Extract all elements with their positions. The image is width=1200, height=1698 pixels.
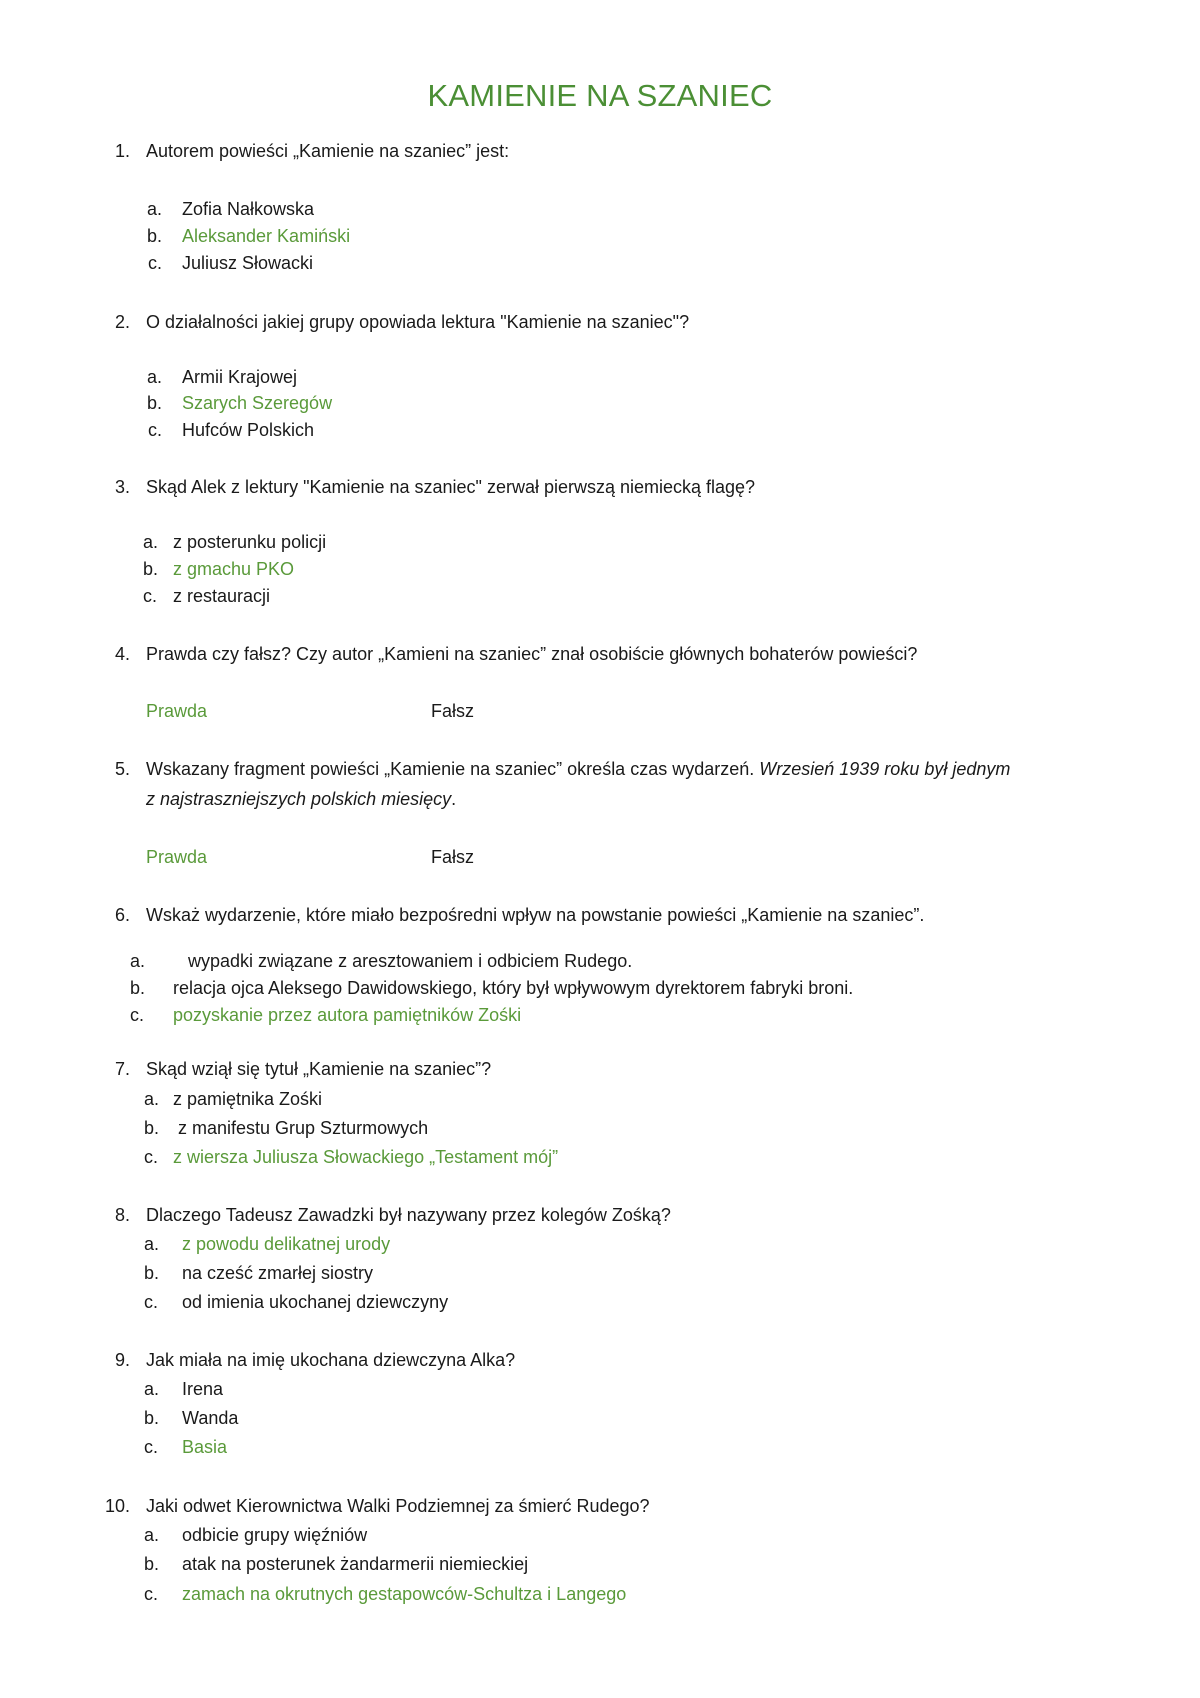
- option-text: Irena: [182, 1379, 224, 1399]
- true-option: Prawda: [146, 847, 208, 867]
- quote-line-1: Wrzesień 1939 roku był jednym: [759, 759, 1011, 779]
- option-letter: a.: [144, 1379, 160, 1399]
- option-letter: b.: [144, 1408, 160, 1428]
- option-letter: b.: [146, 393, 162, 413]
- option-text: Juliusz Słowacki: [182, 253, 314, 273]
- option-letter: c.: [144, 1292, 159, 1312]
- question-text: [146, 757, 1010, 781]
- question-number: 6.: [114, 905, 130, 925]
- true-option: Prawda: [146, 701, 208, 721]
- option-letter: b.: [146, 226, 162, 246]
- false-option: Fałsz: [431, 701, 475, 721]
- option-text-correct: z powodu delikatnej urody: [182, 1234, 391, 1254]
- question-number: 7.: [114, 1059, 130, 1079]
- option-text: Hufców Polskich: [182, 420, 315, 440]
- question-text-continued: [146, 787, 456, 811]
- option-letter: a.: [144, 1234, 160, 1254]
- option-text: odbicie grupy więźniów: [182, 1525, 368, 1545]
- option-letter: c.: [147, 253, 162, 273]
- question-number: 2.: [114, 312, 130, 332]
- question-number: 5.: [114, 759, 130, 779]
- question-text: Wskaż wydarzenie, które miało bezpośredni wpływ na powstanie powieści „Kamienie na szaniec”.: [146, 905, 925, 925]
- option-text-correct: Basia: [182, 1437, 228, 1457]
- option-text: z manifestu Grup Szturmowych: [178, 1118, 429, 1138]
- question-text: Prawda czy fałsz? Czy autor „Kamieni na szaniec” znał osobiście głównych bohaterów powieści?: [146, 644, 918, 664]
- question-text: O działalności jakiej grupy opowiada lektura "Kamienie na szaniec"?: [146, 312, 690, 332]
- option-text: relacja ojca Aleksego Dawidowskiego, który był wpływowym dyrektorem fabryki broni.: [173, 978, 854, 998]
- option-letter: b.: [130, 978, 146, 998]
- option-letter: b.: [144, 1554, 160, 1574]
- option-text: wypadki związane z aresztowaniem i odbiciem Rudego.: [188, 951, 633, 971]
- question-text: Jak miała na imię ukochana dziewczyna Alka?: [146, 1350, 516, 1370]
- question-number: 1.: [114, 141, 130, 161]
- question-text: Jaki odwet Kierownictwa Walki Podziemnej za śmierć Rudego?: [146, 1496, 650, 1516]
- option-text: Zofia Nałkowska: [182, 199, 315, 219]
- quote-end: .: [451, 789, 457, 809]
- option-text: od imienia ukochanej dziewczyny: [182, 1292, 449, 1312]
- quote-line-2: z najstraszniejszych polskich miesięcy: [146, 789, 452, 809]
- option-text: atak na posterunek żandarmerii niemieckiej: [182, 1554, 529, 1574]
- question-number: 3.: [114, 477, 130, 497]
- option-text-correct: Szarych Szeregów: [182, 393, 333, 413]
- question-number: 10.: [104, 1496, 130, 1516]
- question-number: 8.: [114, 1205, 130, 1225]
- false-option: Fałsz: [431, 847, 475, 867]
- option-text: z pamiętnika Zośki: [173, 1089, 323, 1109]
- option-letter: b.: [144, 1263, 160, 1283]
- page-title: KAMIENIE NA SZANIEC: [427, 78, 773, 113]
- option-letter: c.: [144, 1437, 159, 1457]
- option-letter: c.: [147, 420, 162, 440]
- question-text-main: Wskazany fragment powieści „Kamienie na szaniec” określa czas wydarzeń.: [146, 759, 760, 779]
- question-number: 9.: [114, 1350, 130, 1370]
- question-text: Autorem powieści „Kamienie na szaniec” jest:: [146, 141, 510, 161]
- option-letter: a.: [144, 1089, 160, 1109]
- option-text-correct: z gmachu PKO: [173, 559, 295, 579]
- option-letter: a.: [144, 1525, 160, 1545]
- option-text-correct: z wiersza Juliusza Słowackiego „Testament mój”: [173, 1147, 559, 1167]
- option-text: Armii Krajowej: [182, 367, 298, 387]
- option-letter: b.: [143, 559, 159, 579]
- question-number: 4.: [114, 644, 130, 664]
- option-letter: a.: [143, 532, 159, 552]
- option-letter: a.: [146, 367, 162, 387]
- option-text: z posterunku policji: [173, 532, 327, 552]
- question-text: Skąd Alek z lektury "Kamienie na szaniec" zerwał pierwszą niemiecką flagę?: [146, 477, 756, 497]
- option-letter: c.: [130, 1005, 145, 1025]
- option-text-correct: zamach na okrutnych gestapowców-Schultza i Langego: [182, 1584, 627, 1604]
- option-letter: c.: [143, 586, 158, 606]
- question-text: Dlaczego Tadeusz Zawadzki był nazywany przez kolegów Zośką?: [146, 1205, 671, 1225]
- option-text: z restauracji: [173, 586, 271, 606]
- option-text-correct: Aleksander Kamiński: [182, 226, 351, 246]
- option-letter: b.: [144, 1118, 160, 1138]
- option-text: na cześć zmarłej siostry: [182, 1263, 374, 1283]
- option-letter: a.: [146, 199, 162, 219]
- option-letter: c.: [144, 1147, 159, 1167]
- option-letter: a.: [130, 951, 146, 971]
- question-text: Skąd wziął się tytuł „Kamienie na szaniec”?: [146, 1059, 492, 1079]
- option-text: Wanda: [182, 1408, 239, 1428]
- option-text-correct: pozyskanie przez autora pamiętników Zośki: [173, 1005, 522, 1025]
- option-letter: c.: [144, 1584, 159, 1604]
